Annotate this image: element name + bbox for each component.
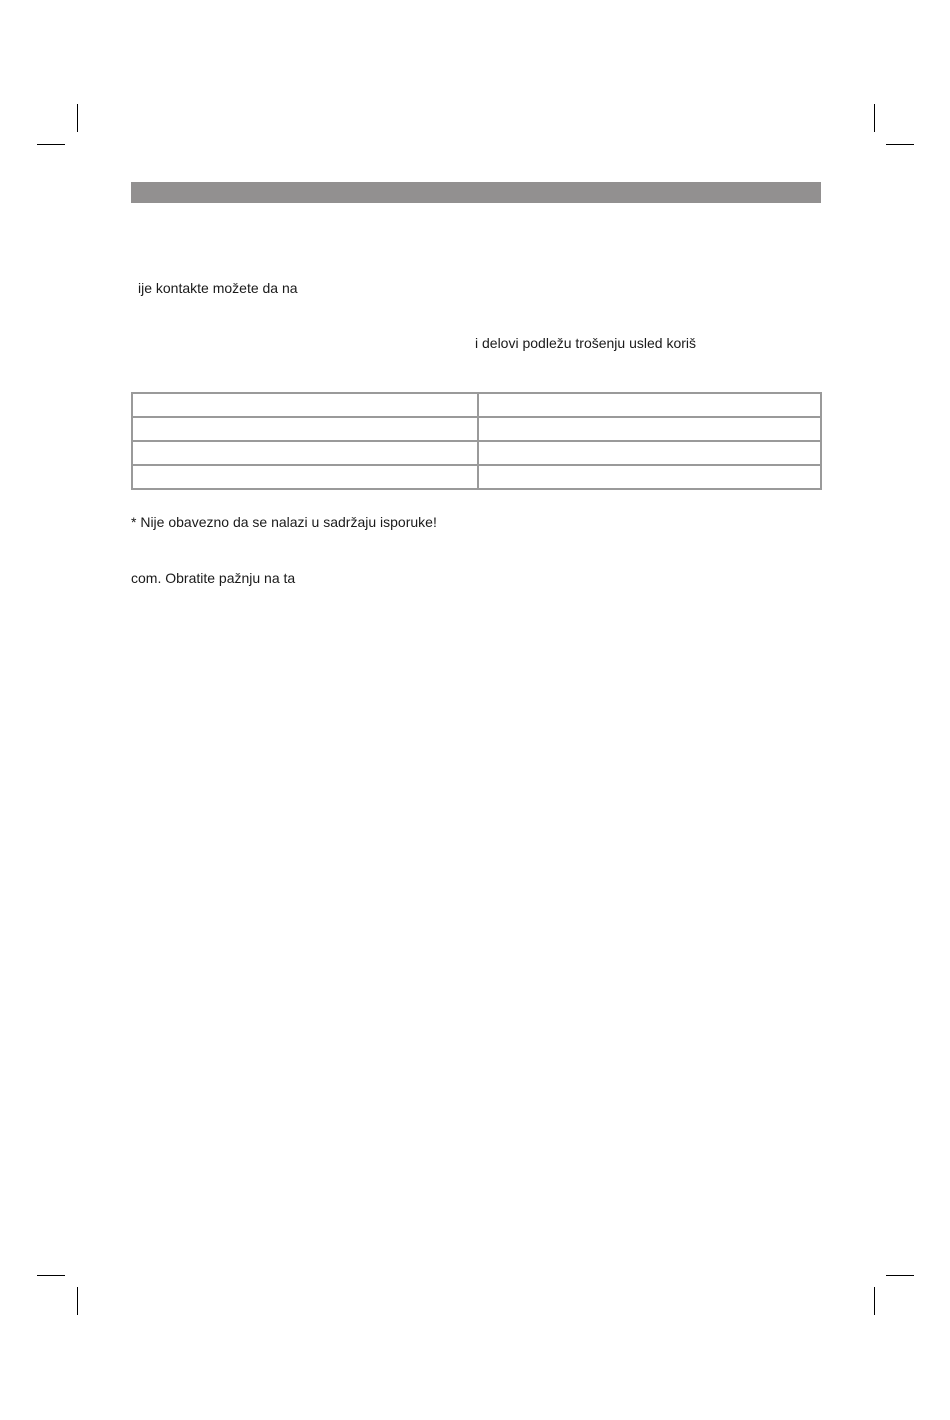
contact-text: ije kontakte možete da na (138, 280, 298, 296)
table-cell (478, 441, 821, 465)
table-row (132, 393, 821, 417)
crop-mark-top-left-horizontal (37, 144, 65, 145)
table-cell (478, 417, 821, 441)
table-cell (132, 393, 478, 417)
crop-mark-top-right-horizontal (886, 144, 914, 145)
table-cell (478, 393, 821, 417)
wear-parts-text: i delovi podležu trošenju usled koriš (475, 335, 697, 351)
table-row (132, 465, 821, 489)
footnote-text: * Nije obavezno da se nalazi u sadržaju isporuke! (131, 514, 437, 530)
crop-mark-top-right-vertical (874, 104, 875, 132)
table-row (132, 441, 821, 465)
table-row (132, 417, 821, 441)
crop-mark-bottom-left-horizontal (37, 1275, 65, 1276)
crop-mark-top-left-vertical (77, 104, 78, 132)
table-cell (478, 465, 821, 489)
table-cell (132, 417, 478, 441)
crop-mark-bottom-left-vertical (77, 1287, 78, 1315)
section-header-bar (131, 182, 821, 203)
crop-mark-bottom-right-horizontal (886, 1275, 914, 1276)
website-text: com. Obratite pažnju na ta (131, 570, 296, 586)
table-cell (132, 465, 478, 489)
crop-mark-bottom-right-vertical (874, 1287, 875, 1315)
parts-table (131, 392, 822, 490)
table-cell (132, 441, 478, 465)
